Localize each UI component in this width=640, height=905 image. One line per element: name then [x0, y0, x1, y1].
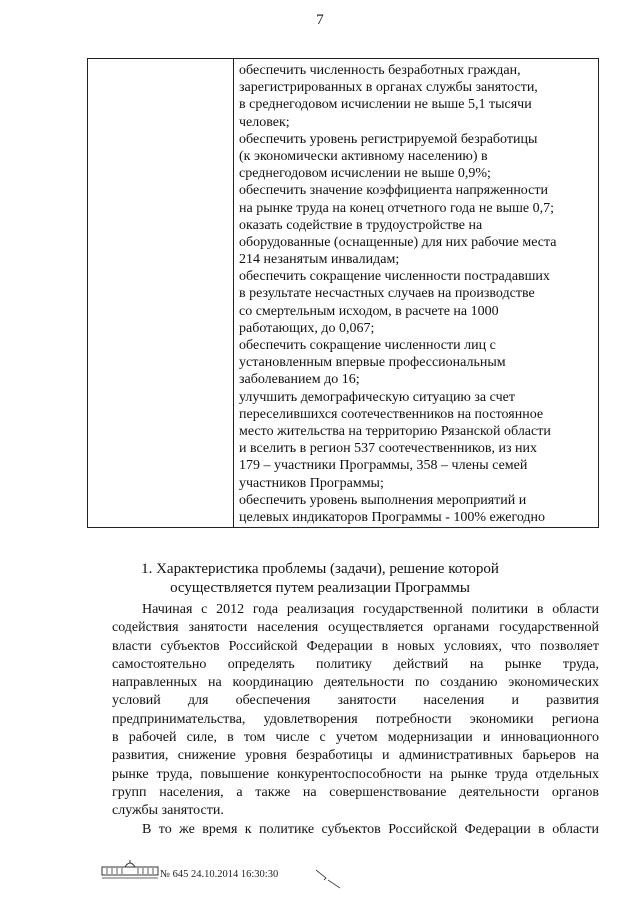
paragraph-line: в рабочей силе, в том числе с учетом модернизации и инновационного [112, 730, 599, 746]
document-stamp: № 645 24.10.2014 16:30:30 [160, 869, 279, 880]
targets-table [87, 58, 599, 528]
paragraph-line: условий для обеспечения занятости населения и развития [112, 693, 599, 709]
target-line: на рынке труда на конец отчетного года не выше 0,7; [239, 200, 554, 216]
section-heading [0, 560, 640, 598]
target-line: и вселить в регион 537 соотечественников, из них [239, 441, 538, 457]
target-line: в результате несчастных случаев на производстве [239, 286, 535, 302]
target-line: обеспечить уровень выполнения мероприятий и [239, 492, 527, 508]
target-line: зарегистрированных в органах службы занятости, [239, 80, 538, 96]
paragraph-line: самостоятельно определять политику действий на рынке труда, [112, 656, 599, 672]
target-line: улучшить демографическую ситуацию за счет [239, 389, 515, 405]
target-line: 179 – участники Программы, 358 – члены семей [239, 458, 528, 474]
table-label-cell [88, 59, 234, 528]
target-line: обеспечить уровень регистрируемой безработицы [239, 131, 538, 147]
paragraph-line: Начиная с 2012 года реализация государственной политики в области [142, 602, 599, 617]
paragraph-line: рынке труда, повышение конкурентоспособности на рынке труда отдельных [112, 766, 599, 782]
pen-mark-icon [314, 866, 344, 890]
target-line: заболеванием до 16; [239, 372, 360, 388]
target-line: место жительства на территорию Рязанской области [239, 423, 551, 439]
table-targets-cell [234, 59, 599, 528]
target-line: переселившихся соотечественников на постоянное [239, 406, 544, 422]
target-line: в среднегодовом исчислении не выше 5,1 тысячи [239, 97, 532, 113]
target-line: установленным впервые профессиональным [239, 355, 506, 371]
paragraph-line: предпринимательства, удовлетворения потребности экономики региона [112, 711, 599, 727]
target-line: 214 незанятым инвалидам; [239, 252, 400, 268]
paragraph-line: службы занятости. [112, 803, 224, 819]
target-line: обеспечить значение коэффициента напряженности [239, 183, 548, 199]
paragraph-line: содействия занятости населения осуществляется органами государственной [112, 620, 599, 636]
target-line: участников Программы; [239, 475, 384, 491]
paragraph-line: развития, снижение уровня безработицы и административных барьеров на [112, 748, 599, 764]
target-line: обеспечить сокращение численности пострадавших [239, 269, 550, 285]
target-line: оказать содействие в трудоустройстве на [239, 217, 483, 233]
government-logo-icon [101, 858, 159, 880]
target-line: целевых индикаторов Программы - 100% ежегодно [239, 509, 546, 525]
target-line: со смертельным исходом, в расчете на 1000 [239, 303, 499, 319]
table-row [88, 59, 599, 528]
paragraph-line: направленных на координацию деятельности по созданию экономических [112, 675, 599, 691]
target-line: обеспечить численность безработных граждан, [239, 63, 521, 78]
paragraph-line: групп населения, а также на совершенствование деятельности органов [112, 784, 599, 800]
target-line: человек; [239, 114, 290, 130]
target-line: (к экономически активному населению) в [239, 148, 488, 164]
section-heading-line: осуществляется путем реализации Программы [170, 580, 470, 596]
section-heading-line: 1. Характеристика проблемы (задачи), решение которой [141, 561, 499, 577]
paragraph-line: власти субъектов Российской Федерации в новых условиях, что позволяет [112, 638, 599, 654]
target-line: обеспечить сокращение численности лиц с [239, 338, 496, 353]
paragraph-line: В то же время к политике субъектов Российской Федерации в области [142, 821, 599, 837]
target-line: среднегодовом исчислении не выше 0,9%; [239, 166, 491, 182]
body-text [112, 601, 599, 839]
page-number: 7 [316, 12, 324, 28]
targets-list [234, 59, 598, 526]
target-line: работающих, до 0,067; [239, 320, 375, 336]
target-line: оборудованные (оснащенные) для них рабочие места [239, 234, 557, 250]
